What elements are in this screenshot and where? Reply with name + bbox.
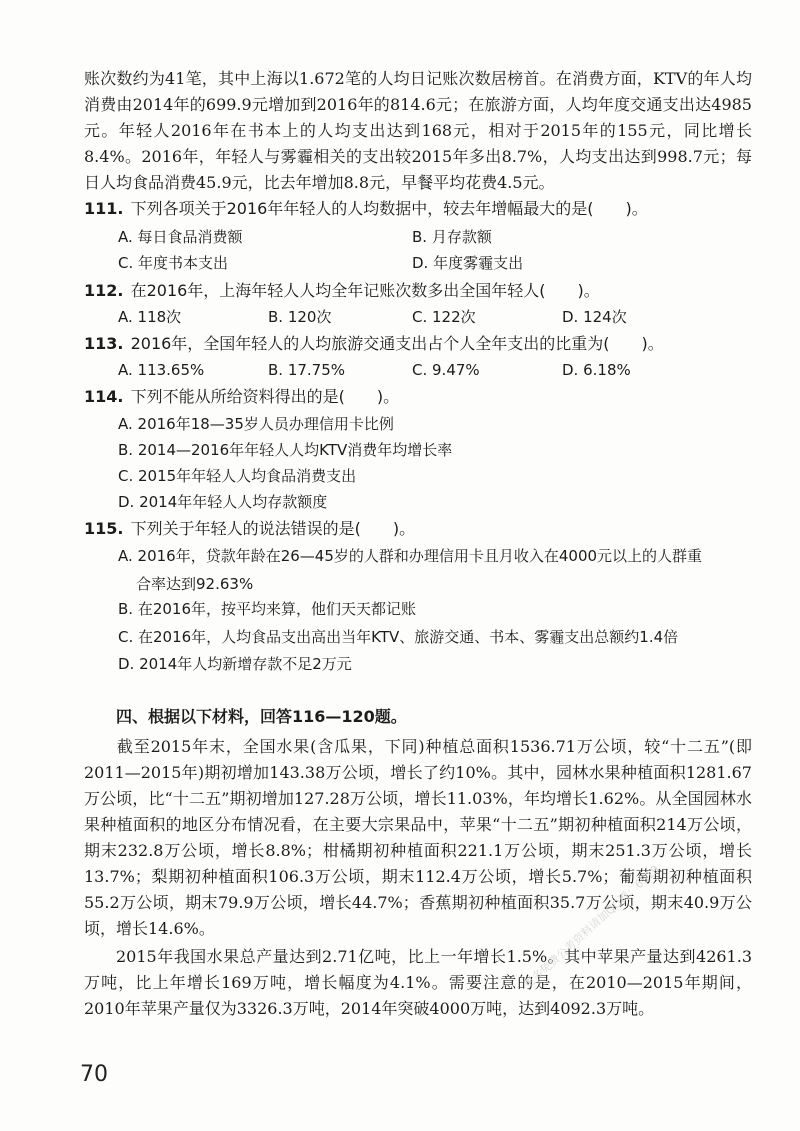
material-paragraph-2 — [84, 944, 752, 1022]
question-number: 114. — [84, 387, 124, 406]
question-stem: 下列关于年轻人的说法错误的是( )。 — [130, 519, 416, 538]
watermark: 更多免费公考资料请加QQ群：6519 — [521, 862, 662, 992]
q111-option-b[interactable]: B. 月存款额 — [412, 228, 492, 246]
q112-option-c[interactable]: C. 122次 — [412, 308, 476, 326]
q112-option-a[interactable]: A. 118次 — [118, 308, 182, 326]
q112-option-d[interactable]: D. 124次 — [562, 308, 627, 326]
page-number: 70 — [80, 1062, 108, 1087]
question-number: 113. — [84, 334, 124, 353]
q114-option-a[interactable]: A. 2016年18—35岁人员办理信用卡比例 — [118, 415, 394, 433]
q111-option-d[interactable]: D. 年度雾霾支出 — [412, 254, 524, 272]
q115-option-a[interactable] — [118, 542, 758, 598]
material-paragraph-1 — [84, 734, 752, 942]
question-number: 111. — [84, 199, 124, 218]
q113-options — [118, 357, 758, 383]
q113-option-c[interactable]: C. 9.47% — [412, 361, 480, 379]
question-number: 115. — [84, 519, 124, 538]
question-stem: 在2016年，上海年轻人人均全年记账次数多出全国年轻人( )。 — [130, 281, 600, 300]
q114-option-d[interactable]: D. 2014年年轻人人均存款额度 — [118, 493, 328, 511]
question-stem: 下列各项关于2016年年轻人的人均数据中，较去年增幅最大的是( )。 — [130, 199, 648, 218]
q111-option-a[interactable]: A. 每日食品消费额 — [118, 228, 243, 246]
q114-option-b[interactable]: B. 2014—2016年年轻人人均KTV消费年均增长率 — [118, 441, 453, 459]
q111-options-row-1 — [118, 224, 758, 250]
q112-option-b[interactable]: B. 120次 — [268, 308, 332, 326]
q115-option-b[interactable]: B. 在2016年，按平均来算，他们天天都记账 — [118, 600, 417, 618]
q111-options-row-2 — [118, 250, 758, 276]
q112-options — [118, 304, 758, 330]
q115-option-a-line-1: A. 2016年，贷款年龄在26—45岁的人群和办理信用卡且月收入在4000元以上的人群重 — [118, 547, 703, 565]
question-112 — [84, 278, 752, 304]
q113-option-b[interactable]: B. 17.75% — [268, 361, 346, 379]
question-113 — [84, 331, 752, 357]
q113-option-a[interactable]: A. 113.65% — [118, 361, 205, 379]
q115-option-c[interactable]: C. 在2016年，人均食品支出高出当年KTV、旅游交通、书本、雾霾支出总额约1.4倍 — [118, 628, 679, 646]
intro-paragraph: 账次数约为41笔，其中上海以1.672笔的人均日记账次数居榜首。在消费方面，KTV的年人均消费由2014年的699.9元增加到2016年的814.6元；在旅游方面，人均年度交通支出达4985元。年轻人2016年在书本上的人均支出达到168元，相对于2015年的155元，同比增长8.4%。2016年，年轻人与雾霾相关的支出较2015年多出8.7%，人均支出达到998.7元；每日人均食品消费45.9元，比去年增加8.8元，早餐平均花费4.5元。 — [84, 69, 752, 192]
question-stem: 下列不能从所给资料得出的是( )。 — [130, 387, 400, 406]
question-114 — [84, 384, 752, 410]
q115-option-d[interactable]: D. 2014年人均新增存款不足2万元 — [118, 655, 352, 673]
material-paragraph-2-text: 2015年我国水果总产量达到2.71亿吨，比上一年增长1.5%。其中苹果产量达到4261.3万吨，比上年增长169万吨，增长幅度为4.1%。需要注意的是，在2010—2015年期间，2010年苹果产量仅为3326.3万吨，2014年突破4000万吨，达到4092.3万吨。 — [84, 947, 752, 1018]
q114-option-c[interactable]: C. 2015年年轻人人均食品消费支出 — [118, 467, 357, 485]
q111-option-c[interactable]: C. 年度书本支出 — [118, 254, 229, 272]
q113-option-d[interactable]: D. 6.18% — [562, 361, 631, 379]
material-paragraph-1-text: 截至2015年末，全国水果(含瓜果，下同)种植总面积1536.71万公顷，较“十二五”(即2011—2015年)期初增加143.38万公顷，增长了约10%。其中，园林水果种植面积1281.67万公顷，比“十二五”期初增加127.28万公顷，增长11.03%，年均增长1.62%。从全国园林水果种植面积的地区分布情况看，在主要大宗果品中，苹果“十二五”期初种植面积214万公顷，期末232.8万公顷，增长8.8%；柑橘期初种植面积221.1万公顷，期末251.3万公顷，增长13.7%；梨期初种植面积106.3万公顷，期末112.4万公顷，增长5.7%；葡萄期初种植面积55.2万公顷，期末79.9万公顷，增长44.7%；香蕉期初种植面积35.7万公顷，期末40.9万公顷，增长14.6%。 — [84, 737, 752, 938]
question-number: 112. — [84, 281, 124, 300]
q115-option-a-line-2: 合率达到92.63% — [136, 575, 254, 593]
question-115 — [84, 516, 752, 542]
section-heading: 四、根据以下材料，回答116—120题。 — [116, 707, 407, 726]
question-stem: 2016年，全国年轻人的人均旅游交通支出占个人全年支出的比重为( )。 — [130, 334, 664, 353]
question-111 — [84, 196, 752, 222]
